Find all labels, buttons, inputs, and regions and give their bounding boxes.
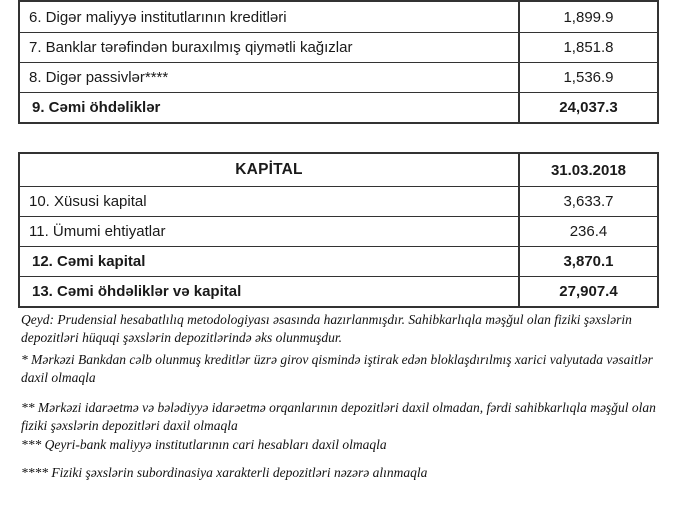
row-value: 3,633.7 [518,187,657,216]
row-label: 13. Cəmi öhdəliklər və kapital [32,283,242,300]
column-header-capital: KAPİTAL [235,161,303,178]
row-label: 12. Cəmi kapital [32,253,146,270]
table-header-row [20,154,657,186]
row-label: 8. Digər passivlər**** [29,69,169,86]
row-value: 27,907.4 [518,277,657,306]
table-row [20,186,657,216]
table-row-total-liabilities [20,92,657,122]
row-value: 236.4 [518,217,657,246]
footnote-star3: *** Qeyri-bank maliyyə institutlarının cari hesabları daxil olmaqla [21,437,387,452]
row-value: 1,851.8 [518,33,657,62]
row-label: 10. Xüsusi kapital [29,193,147,210]
table-row-total-liabilities-and-capital [20,276,657,306]
capital-table [18,152,659,308]
row-value: 1,536.9 [518,63,657,92]
row-label: 11. Ümumi ehtiyatlar [29,223,166,240]
liabilities-table [18,0,659,124]
row-value: 24,037.3 [518,93,657,122]
table-row [20,32,657,62]
column-header-date: 31.03.2018 [518,154,657,186]
footnote-star2: ** Mərkəzi idarəetmə və bələdiyyə idarəetmə orqanlarının depozitləri daxil olmadan, fərdi sahibkarlıqla məşğul olan fiziki şəxslərin depozitləri daxil olmaqla [21,400,656,433]
table-row [20,2,657,32]
table-row-total-capital [20,246,657,276]
row-label: 7. Banklar tərəfindən buraxılmış qiymətli kağızlar [29,39,353,56]
row-value: 3,870.1 [518,247,657,276]
row-value: 1,899.9 [518,2,657,32]
table-row [20,216,657,246]
table-row [20,62,657,92]
footnote-note: Qeyd: Prudensial hesabatlılıq metodologiyası əsasında hazırlanmışdır. Sahibkarlıqla məşğul olan fiziki şəxslərin depozitləri hüquqi şəxslərin depozitlərində əks olunmuşdur. [21,312,632,345]
row-label: 6. Digər maliyyə institutlarının kreditləri [29,8,287,26]
footnote-star1: * Mərkəzi Bankdan cəlb olunmuş kreditlər üzrə girov qismində iştirak edən bloklaşdırılmış xarici valyutada vəsaitlər daxil olmaqla [21,352,653,385]
footnotes-section [21,311,671,481]
row-label: 9. Cəmi öhdəliklər [32,99,161,116]
footnote-star4: **** Fiziki şəxslərin subordinasiya xarakterli depozitləri nəzərə alınmaqla [21,464,428,480]
